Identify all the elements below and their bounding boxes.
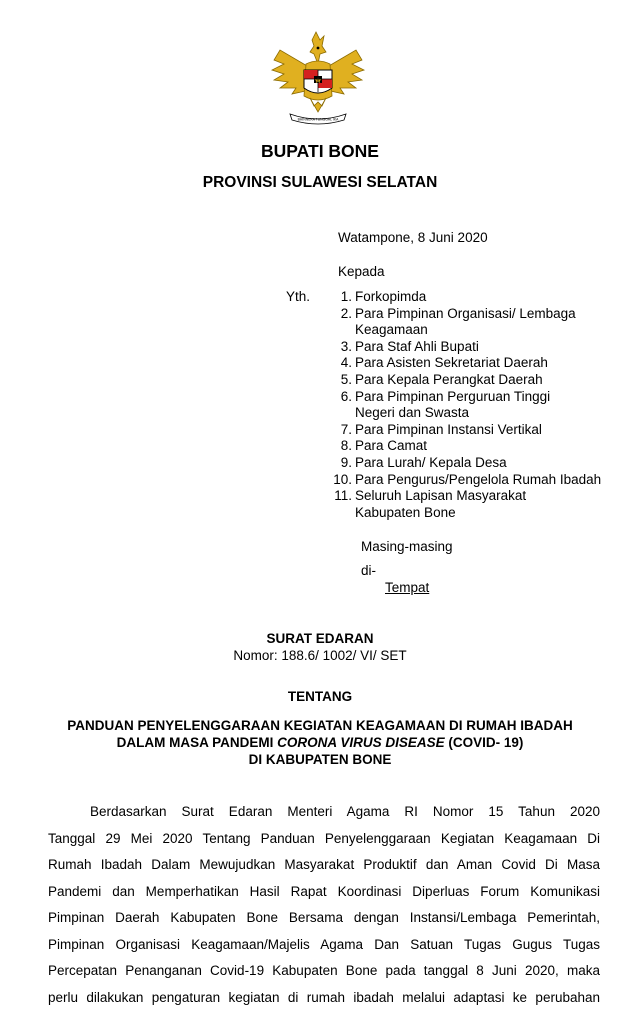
list-item: 10. Para Pengurus/Pengelola Rumah Ibadah [333, 471, 602, 487]
emblem-motto: BHINNEKA TUNGGAL IKA [297, 117, 339, 122]
yth-label: Yth. [286, 289, 311, 304]
paragraph-line: Berdasarkan Surat Edaran Menteri Agama RI Nomor 15 Tahun 2020 [90, 804, 600, 819]
list-item: 2. Para Pimpinan Organisasi/ Lembaga [340, 305, 576, 321]
tempat-label: Tempat [385, 580, 430, 595]
list-item: 6. Para Pimpinan Perguruan Tinggi [340, 388, 551, 404]
tentang-heading: TENTANG [287, 689, 353, 704]
list-item: 3. Para Staf Ahli Bupati [340, 338, 479, 354]
list-item: 1. Forkopimda [340, 289, 427, 304]
paragraph-line: Pimpinan Daerah Kabupaten Bone Bersama dengan Instansi/Lembaga Pemerintah, [48, 910, 600, 925]
paragraph-line: perlu dilakukan pengaturan kegiatan di rumah ibadah melalui adaptasi ke perubahan [48, 989, 600, 1005]
page-subtitle: PROVINSI SULAWESI SELATAN [202, 174, 438, 191]
list-item: 4. Para Asisten Sekretariat Daerah [340, 355, 548, 371]
list-item: 7. Para Pimpinan Instansi Vertikal [340, 421, 542, 437]
garuda-emblem-icon [270, 30, 366, 128]
surat-edaran-title: SURAT EDARAN [266, 631, 374, 646]
masing-masing-label: Masing-masing [361, 539, 453, 554]
subject-line-2: DALAM MASA PANDEMI CORONA VIRUS DISEASE (COVID- 19) [116, 735, 524, 750]
paragraph-line: Pandemi dan Memperhatikan Hasil Rapat Koordinasi Diperluas Forum Komunikasi [48, 883, 600, 899]
list-item: 8. Para Camat [340, 438, 428, 454]
list-item-continuation: Kabupaten Bone [355, 504, 456, 520]
paragraph-line: Rumah Ibadah Dalam Mewujudkan Masyarakat Produktif dan Aman Covid Di Masa [48, 857, 600, 872]
paragraph-line: Tanggal 29 Mei 2020 Tentang Panduan Penyelenggaraan Kegiatan Keagamaan Di [48, 830, 600, 846]
place-date: Watampone, 8 Juni 2020 [338, 230, 488, 245]
list-item: 11. Seluruh Lapisan Masyarakat [334, 488, 527, 504]
list-item-continuation: Negeri dan Swasta [355, 405, 470, 421]
subject-line-1: PANDUAN PENYELENGGARAAN KEGIATAN KEAGAMAAN DI RUMAH IBADAH [67, 718, 573, 733]
di-label: di- [361, 563, 377, 578]
body-paragraph [48, 799, 600, 1011]
list-item-continuation: Keagamaan [355, 322, 428, 338]
recipient-list [320, 289, 601, 521]
kepada-label: Kepada [338, 264, 385, 279]
subject-heading [0, 717, 640, 768]
paragraph-line: Percepatan Penanganan Covid-19 Kabupaten Bone pada tanggal 8 Juni 2020, maka [48, 963, 600, 978]
list-item: 9. Para Lurah/ Kepala Desa [340, 454, 507, 470]
list-item: 5. Para Kepala Perangkat Daerah [340, 371, 543, 387]
surat-edaran-number: Nomor: 188.6/ 1002/ VI/ SET [233, 648, 407, 663]
paragraph-line: Pimpinan Organisasi Keagamaan/Majelis Agama Dan Satuan Tugas Gugus Tugas [48, 936, 600, 952]
page-title: BUPATI BONE [261, 141, 379, 161]
subject-line-3: DI KABUPATEN BONE [248, 752, 392, 767]
